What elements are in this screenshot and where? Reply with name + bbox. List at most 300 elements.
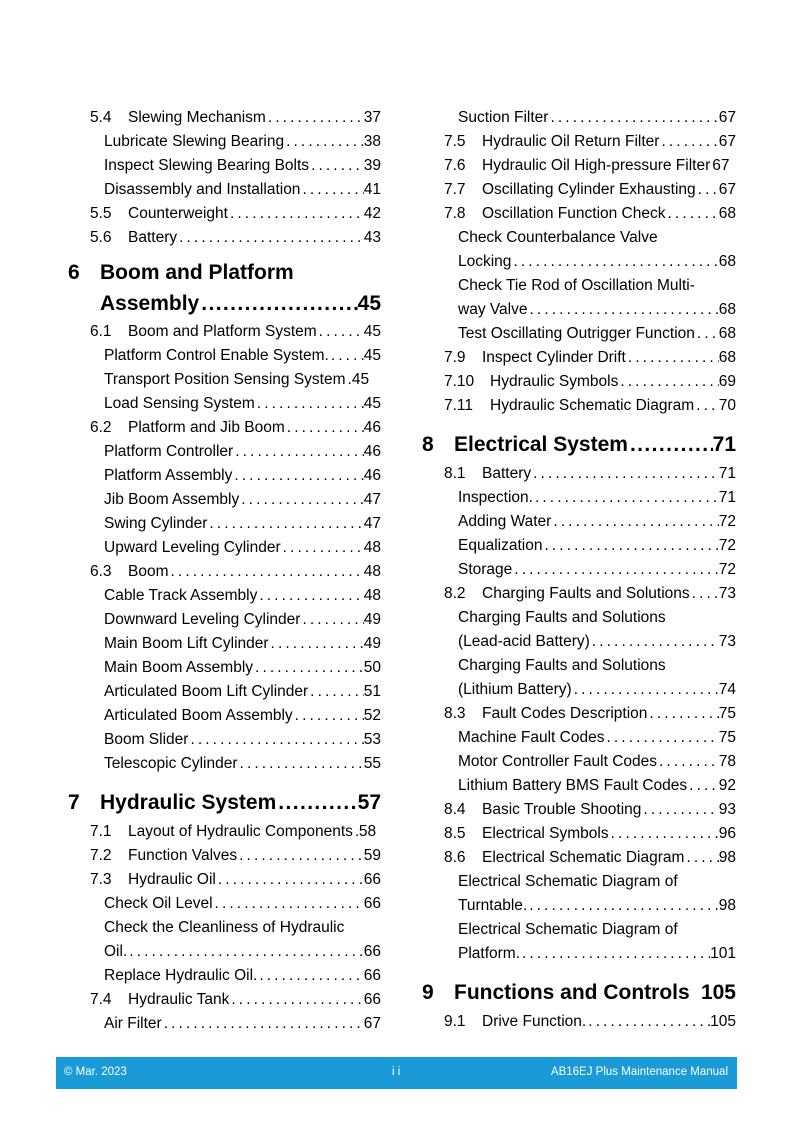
entry-page: 93 (718, 801, 736, 818)
entry-title: Hydraulic Tank (128, 991, 230, 1008)
entry-title: Upward Leveling Cylinder (104, 539, 281, 556)
toc-entry[interactable] (422, 1010, 736, 1034)
entry-page: 75 (718, 705, 736, 722)
toc-entry-line2[interactable] (422, 942, 736, 966)
entry-title: Basic Trouble Shooting (482, 801, 642, 818)
chapter-number: 6 (68, 261, 80, 284)
toc-entry-line2[interactable] (68, 940, 381, 964)
entry-title: Electrical Schematic Diagram (482, 849, 685, 866)
entry-page: 66 (363, 895, 381, 912)
toc-entry[interactable] (68, 178, 381, 202)
toc-entry[interactable] (68, 964, 381, 988)
entry-page: 42 (363, 205, 381, 222)
toc-entry[interactable] (68, 752, 381, 776)
dot-leader (548, 106, 718, 130)
entry-page: 46 (363, 443, 381, 460)
entry-title: Check the Cleanliness of Hydraulic (104, 919, 345, 936)
dot-leader (542, 534, 718, 558)
entry-page: 71 (718, 465, 736, 482)
entry-page: 68 (718, 325, 736, 342)
entry-number: 7.3 (90, 871, 112, 888)
entry-page: 78 (718, 753, 736, 770)
footer-bar (56, 1057, 737, 1089)
entry-number: 8.4 (444, 801, 466, 818)
chapter-page: 71 (712, 433, 736, 456)
dot-leader (293, 704, 364, 728)
manual-title: AB16EJ Plus Maintenance Manual (550, 1066, 728, 1078)
entry-title: Downward Leveling Cylinder (104, 611, 301, 628)
dot-leader (572, 678, 719, 702)
entry-title: Battery (128, 229, 178, 246)
entry-title: Test Oscillating Outrigger Function (458, 325, 695, 342)
entry-number: 7.10 (444, 373, 475, 390)
dot-leader (309, 154, 364, 178)
toc-entry[interactable] (68, 226, 381, 250)
toc-entry[interactable] (422, 846, 736, 870)
dot-leader (177, 226, 364, 250)
toc-entry[interactable] (422, 582, 736, 606)
entry-title: Adding Water (458, 513, 552, 530)
entry-title: Oscillating Cylinder Exhausting (482, 181, 696, 198)
entry-page: .45 (347, 371, 370, 388)
toc-entry-line2[interactable] (422, 630, 736, 654)
dot-leader (269, 632, 364, 656)
dot-leader (232, 464, 363, 488)
entry-title: Jib Boom Assembly (104, 491, 240, 508)
dot-leader (127, 940, 364, 964)
entry-title: Swing Cylinder (104, 515, 208, 532)
entry-title: Charging Faults and Solutions (458, 609, 666, 626)
entry-title: Electrical Symbols (482, 825, 609, 842)
dot-leader (308, 680, 364, 704)
dot-leader (188, 728, 363, 752)
entry-title: Telescopic Cylinder (104, 755, 238, 772)
entry-number: 5.4 (90, 109, 112, 126)
dot-leader (216, 868, 364, 892)
entry-page: 50 (363, 659, 381, 676)
toc-entry[interactable] (422, 394, 736, 418)
toc-entry[interactable] (68, 106, 381, 130)
toc-entry[interactable] (68, 608, 381, 632)
entry-number: 6.3 (90, 563, 112, 580)
entry-title: Replace Hydraulic Oil. (104, 967, 258, 984)
toc-entry[interactable] (68, 1012, 381, 1036)
entry-title: Suction Filter (458, 109, 549, 126)
dot-leader (641, 798, 718, 822)
entry-page: 73 (718, 585, 736, 602)
dot-leader (531, 462, 719, 486)
entry-title: Cable Track Assembly (104, 587, 258, 604)
entry-page: 39 (363, 157, 381, 174)
entry-number: 9.1 (444, 1013, 466, 1030)
toc-entry[interactable] (422, 534, 736, 558)
toc-entry[interactable] (422, 486, 736, 510)
entry-page: 53 (363, 731, 381, 748)
entry-page: 68 (718, 253, 736, 270)
entry-number: 5.6 (90, 229, 112, 246)
dot-leader (690, 582, 719, 606)
entry-title: Turntable. (458, 897, 528, 914)
toc-entry[interactable] (422, 346, 736, 370)
toc-entry[interactable] (68, 320, 381, 344)
entry-title: Lubricate Slewing Bearing (104, 133, 285, 150)
entry-page: 43 (363, 229, 381, 246)
entry-title: Check Counterbalance Valve (458, 229, 658, 246)
dot-leader (233, 440, 364, 464)
dot-leader (586, 1010, 710, 1034)
entry-title: Layout of Hydraulic Components (128, 823, 353, 840)
entry-page: 92 (718, 777, 736, 794)
entry-number: 8.6 (444, 849, 466, 866)
copyright: © Mar. 2023 (64, 1066, 127, 1078)
entry-title: Hydraulic Symbols (490, 373, 619, 390)
entry-title: Storage (458, 561, 513, 578)
chapter-heading[interactable] (422, 976, 736, 1010)
entry-title: Hydraulic Schematic Diagram (490, 397, 695, 414)
entry-page: 98 (718, 897, 736, 914)
toc-entry-line1[interactable] (422, 274, 736, 298)
toc-entry[interactable] (422, 822, 736, 846)
dot-leader (626, 346, 719, 370)
dot-leader (695, 322, 719, 346)
toc-entry[interactable] (68, 344, 381, 368)
entry-title: Air Filter (104, 1015, 162, 1032)
dot-leader (527, 894, 719, 918)
entry-page: 74 (718, 681, 736, 698)
chapter-title: Hydraulic System (100, 791, 277, 814)
entry-page: 66 (363, 991, 381, 1008)
toc-entry[interactable] (68, 704, 381, 728)
entry-page: 45 (363, 347, 381, 364)
entry-page: 67 (712, 157, 730, 174)
toc-entry[interactable] (68, 584, 381, 608)
toc-entry[interactable] (422, 510, 736, 534)
toc-entry[interactable] (422, 106, 736, 130)
entry-page: 48 (363, 563, 381, 580)
entry-title: Transport Position Sensing System (104, 371, 346, 388)
toc-entry[interactable] (68, 632, 381, 656)
toc-entry[interactable] (68, 728, 381, 752)
entry-title: Platform. (458, 945, 521, 962)
entry-page: 41 (363, 181, 381, 198)
entry-number: 7.4 (90, 991, 112, 1008)
dot-leader (528, 298, 719, 322)
entry-page: 66 (363, 871, 381, 888)
chapter-title: Electrical System (454, 433, 628, 456)
entry-title: Check Oil Level (104, 895, 213, 912)
entry-title: Platform Control Enable System. (104, 347, 329, 364)
dot-leader (253, 656, 364, 680)
entry-number: 7.7 (444, 181, 466, 198)
entry-page: 55 (363, 755, 381, 772)
toc-entry[interactable] (422, 726, 736, 750)
entry-number: 5.5 (90, 205, 112, 222)
toc-entry[interactable] (68, 656, 381, 680)
toc-entry-line1[interactable] (68, 916, 381, 940)
entry-page: 96 (718, 825, 736, 842)
toc-entry[interactable] (422, 322, 736, 346)
entry-number: 8.3 (444, 705, 466, 722)
dot-leader (684, 846, 718, 870)
dot-leader (628, 428, 713, 462)
toc-right-column (422, 106, 736, 1034)
entry-title: Platform Assembly (104, 467, 233, 484)
entry-title: Electrical Schematic Diagram of (458, 921, 678, 938)
toc-entry[interactable] (422, 750, 736, 774)
entry-title: Drive Function. (482, 1013, 587, 1030)
toc-entry[interactable] (422, 202, 736, 226)
entry-page: 67 (718, 181, 736, 198)
entry-number: 7.9 (444, 349, 466, 366)
toc-entry[interactable] (68, 680, 381, 704)
entry-number: 8.2 (444, 585, 466, 602)
entry-title: Platform and Jib Boom (128, 419, 285, 436)
chapter-heading-continued[interactable] (68, 288, 381, 320)
entry-number: 8.5 (444, 825, 466, 842)
toc-entry[interactable] (68, 440, 381, 464)
chapter-title: Assembly (100, 292, 200, 315)
dot-leader (329, 344, 364, 368)
dot-leader (666, 202, 719, 226)
toc-entry[interactable] (68, 560, 381, 584)
toc-entry-line2[interactable] (422, 894, 736, 918)
dot-leader (162, 1012, 364, 1036)
entry-number: 7.6 (444, 157, 466, 174)
entry-page: 66 (363, 943, 381, 960)
chapter-page: 57 (357, 791, 381, 814)
entry-page: 51 (363, 683, 381, 700)
dot-leader (199, 288, 357, 320)
entry-title: Boom Slider (104, 731, 189, 748)
entry-title: Charging Faults and Solutions (458, 657, 666, 674)
dot-leader (317, 320, 364, 344)
toc-entry[interactable] (68, 488, 381, 512)
toc-entry[interactable] (68, 464, 381, 488)
entry-page: 67 (718, 109, 736, 126)
toc-entry[interactable] (68, 868, 381, 892)
toc-entry[interactable] (68, 368, 381, 392)
toc-entry[interactable] (68, 392, 381, 416)
chapter-heading[interactable] (68, 786, 381, 820)
dot-leader (590, 630, 719, 654)
dot-leader (238, 752, 364, 776)
entry-title: Articulated Boom Assembly (104, 707, 293, 724)
entry-page: 73 (718, 633, 736, 650)
entry-page: 70 (718, 397, 736, 414)
entry-page: 46 (363, 467, 381, 484)
entry-title: Machine Fault Codes (458, 729, 605, 746)
entry-title: Inspect Cylinder Drift (482, 349, 626, 366)
dot-leader (239, 488, 364, 512)
chapter-heading[interactable] (422, 428, 736, 462)
dot-leader (687, 774, 719, 798)
dot-leader (511, 250, 718, 274)
entry-title: Motor Controller Fault Codes (458, 753, 657, 770)
toc-entry[interactable] (422, 154, 736, 178)
entry-page: 38 (363, 133, 381, 150)
dot-leader (618, 370, 718, 394)
entry-title: (Lithium Battery) (458, 681, 572, 698)
dot-leader (657, 750, 719, 774)
entry-page: 49 (363, 611, 381, 628)
entry-page: 47 (363, 491, 381, 508)
entry-page: 49 (363, 635, 381, 652)
toc-entry-line1[interactable] (422, 918, 736, 942)
dot-leader (285, 416, 364, 440)
entry-title: Load Sensing System (104, 395, 255, 412)
dot-leader (609, 822, 719, 846)
entry-page: 48 (363, 539, 381, 556)
entry-title: Charging Faults and Solutions (482, 585, 690, 602)
entry-page: 68 (718, 205, 736, 222)
dot-leader (694, 394, 719, 418)
entry-page: 71 (718, 489, 736, 506)
dot-leader (257, 964, 363, 988)
entry-title: Hydraulic Oil (128, 871, 216, 888)
dot-leader (659, 130, 718, 154)
entry-title: Inspection. (458, 489, 533, 506)
toc-entry-line1[interactable] (422, 606, 736, 630)
entry-page: 75 (718, 729, 736, 746)
entry-page: 45 (363, 323, 381, 340)
toc-entry[interactable] (68, 844, 381, 868)
dot-leader (255, 392, 364, 416)
toc-entry[interactable] (422, 370, 736, 394)
entry-title: Boom (128, 563, 169, 580)
dot-leader (276, 786, 357, 820)
chapter-heading[interactable] (68, 258, 381, 288)
dot-leader (228, 202, 364, 226)
toc-entry[interactable] (422, 774, 736, 798)
entry-number: 6.2 (90, 419, 112, 436)
toc-entry-line1[interactable] (422, 226, 736, 250)
entry-title: Boom and Platform System (128, 323, 317, 340)
toc-entry[interactable] (68, 202, 381, 226)
dot-leader (229, 988, 363, 1012)
entry-title: Oil. (104, 943, 128, 960)
entry-page: 58 (358, 823, 377, 840)
toc-entry[interactable] (422, 558, 736, 582)
chapter-page: 45 (357, 292, 381, 315)
entry-number: 7.2 (90, 847, 112, 864)
toc-entry[interactable] (422, 798, 736, 822)
chapter-title: Boom and Platform (100, 261, 294, 284)
toc-entry[interactable] (422, 462, 736, 486)
chapter-title: Functions and Controls (454, 981, 690, 1004)
entry-number: 8.1 (444, 465, 466, 482)
dot-leader (512, 558, 718, 582)
dot-leader (520, 942, 710, 966)
dot-leader (533, 486, 719, 510)
dot-leader (213, 892, 364, 916)
chapter-number: 8 (422, 433, 434, 456)
entry-title: Counterweight (128, 205, 228, 222)
entry-title: Hydraulic Oil High-pressure Filter (482, 157, 711, 174)
entry-page: 105 (710, 1013, 736, 1030)
dot-leader (237, 844, 364, 868)
entry-page: 72 (718, 561, 736, 578)
entry-title: Check Tie Rod of Oscillation Multi- (458, 277, 695, 294)
entry-page: 69 (718, 373, 736, 390)
dot-leader (647, 702, 718, 726)
dot-leader (300, 608, 363, 632)
toc-entry[interactable] (68, 416, 381, 440)
entry-number: 7.11 (444, 397, 474, 414)
entry-number: 6.1 (90, 323, 112, 340)
entry-title: Slewing Mechanism (128, 109, 266, 126)
dot-leader (207, 512, 363, 536)
entry-number: 7.8 (444, 205, 466, 222)
dot-leader (551, 510, 718, 534)
entry-page: 101 (710, 945, 736, 962)
dot-leader (604, 726, 718, 750)
toc-entry[interactable] (68, 512, 381, 536)
toc-entry[interactable] (68, 536, 381, 560)
toc-entry[interactable] (422, 702, 736, 726)
entry-page: 67 (363, 1015, 381, 1032)
entry-page: 59 (363, 847, 381, 864)
dot-leader (300, 178, 363, 202)
entry-page: 37 (363, 109, 381, 126)
entry-title: Main Boom Assembly (104, 659, 254, 676)
toc-entry-line1[interactable] (422, 870, 736, 894)
dot-leader (266, 106, 364, 130)
dot-leader (696, 178, 719, 202)
entry-page: 46 (363, 419, 381, 436)
entry-title: Hydraulic Oil Return Filter (482, 133, 660, 150)
entry-number: 7.1 (90, 823, 112, 840)
toc-entry-line1[interactable] (422, 654, 736, 678)
dot-leader (169, 560, 364, 584)
entry-title: Inspect Slewing Bearing Bolts (104, 157, 310, 174)
entry-page: 68 (718, 349, 736, 366)
toc-left-column (68, 106, 381, 1036)
toc-entry[interactable] (422, 130, 736, 154)
entry-title: Disassembly and Installation (104, 181, 301, 198)
page-number: i i (392, 1066, 401, 1078)
toc-entry[interactable] (68, 154, 381, 178)
chapter-number: 7 (68, 791, 80, 814)
toc-entry[interactable] (68, 130, 381, 154)
entry-title: Fault Codes Description (482, 705, 648, 722)
toc-entry[interactable] (68, 820, 381, 844)
toc-entry[interactable] (422, 178, 736, 202)
entry-title: Function Valves (128, 847, 238, 864)
entry-title: Battery (482, 465, 532, 482)
toc-entry-line2[interactable] (422, 298, 736, 322)
entry-title: Equalization (458, 537, 543, 554)
dot-leader (281, 536, 364, 560)
toc-entry-line2[interactable] (422, 678, 736, 702)
entry-title: way Valve (458, 301, 528, 318)
entry-page: 67 (718, 133, 736, 150)
entry-page: 66 (363, 967, 381, 984)
toc-entry-line2[interactable] (422, 250, 736, 274)
entry-number: 7.5 (444, 133, 466, 150)
entry-page: 98 (718, 849, 736, 866)
entry-title: Articulated Boom Lift Cylinder (104, 683, 309, 700)
entry-page: 47 (363, 515, 381, 532)
entry-title: Lithium Battery BMS Fault Codes (458, 777, 688, 794)
entry-title: Locking (458, 253, 512, 270)
toc-entry[interactable] (68, 988, 381, 1012)
entry-title: Electrical Schematic Diagram of (458, 873, 678, 890)
dot-leader (257, 584, 363, 608)
chapter-page: 105 (700, 981, 736, 1004)
entry-page: 72 (718, 537, 736, 554)
entry-page: 72 (718, 513, 736, 530)
toc-entry[interactable] (68, 892, 381, 916)
